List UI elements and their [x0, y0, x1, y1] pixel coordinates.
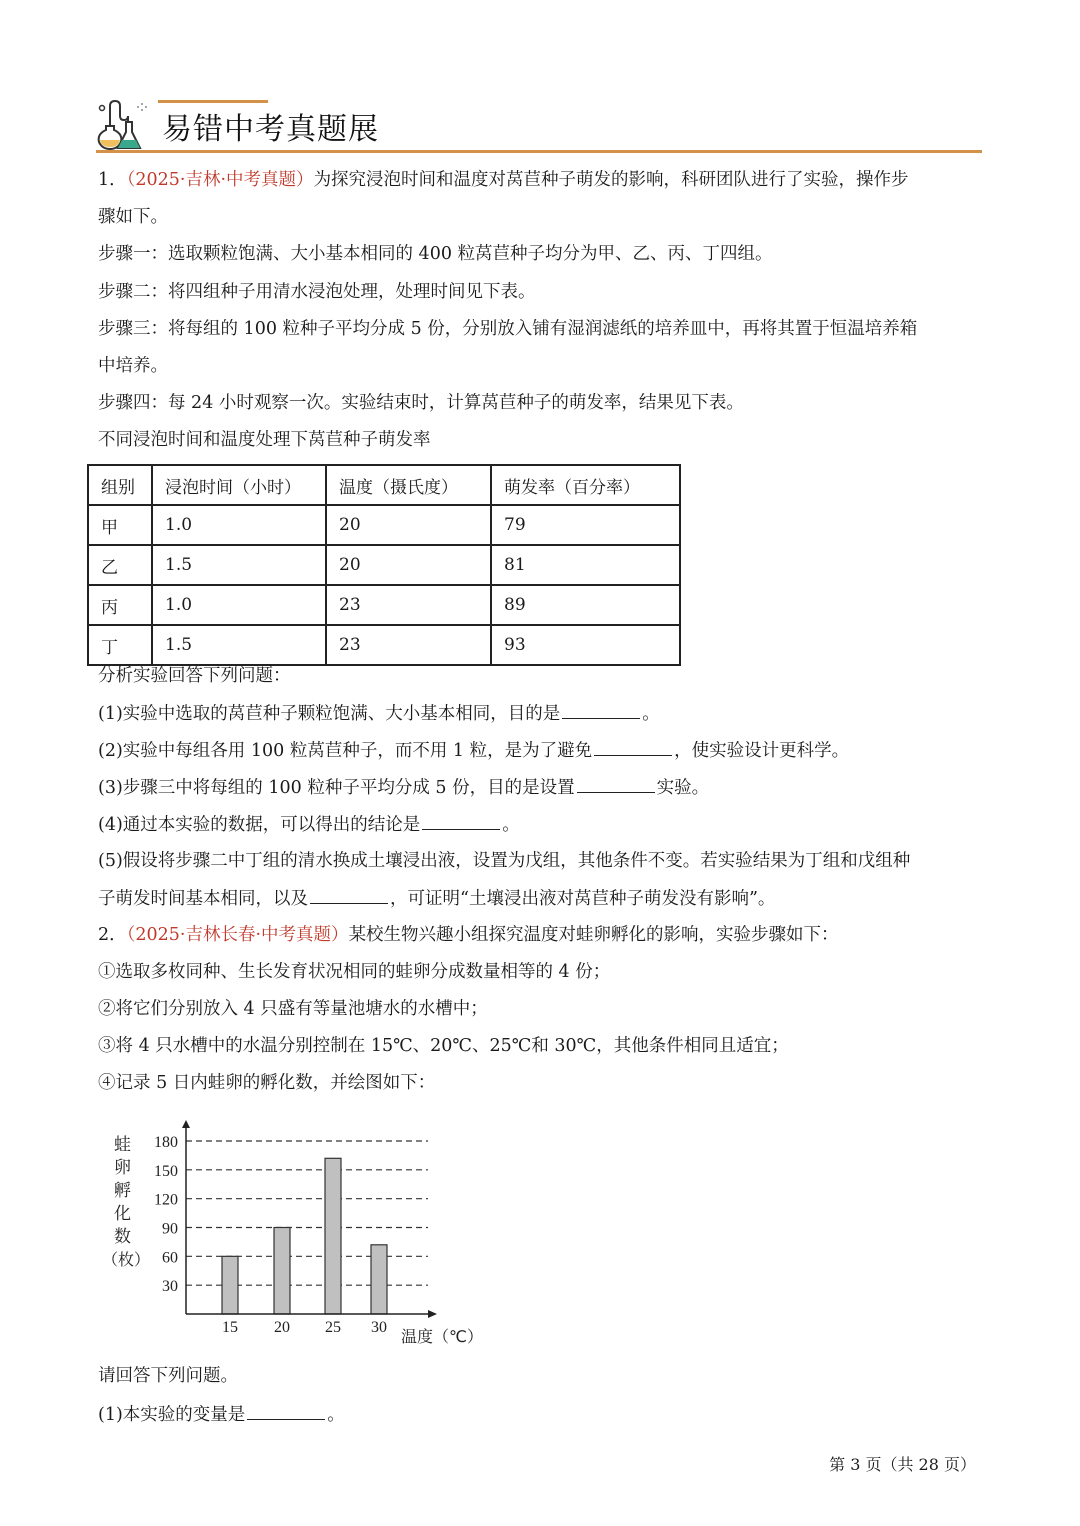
table-header-cell: 组别 [88, 465, 152, 505]
q2-step4: ④记录 5 日内蛙卵的孵化数，并绘图如下： [98, 1073, 436, 1093]
table-cell: 81 [491, 545, 680, 585]
q1-sub1-text: (1)实验中选取的莴苣种子颗粒饱满、大小基本相同，目的是 [98, 704, 561, 724]
q1-sub3-end: 实验。 [656, 778, 710, 798]
svg-text:卵: 卵 [114, 1158, 131, 1178]
svg-text:化: 化 [114, 1204, 131, 1224]
section-title: 易错中考真题展 [162, 112, 379, 147]
q1-source: （2025·吉林·中考真题） [126, 170, 314, 190]
bar-30 [371, 1245, 387, 1314]
table-row [88, 505, 680, 545]
svg-text:150: 150 [154, 1162, 178, 1180]
svg-text:180: 180 [154, 1134, 178, 1151]
q1-sub2 [98, 738, 849, 763]
q2-sub1 [98, 1402, 345, 1427]
table-row [88, 545, 680, 585]
q1-sub5-end: ，可证明“土壤浸出液对莴苣种子萌发没有影响”。 [390, 889, 776, 909]
svg-text:20: 20 [274, 1319, 290, 1336]
q1-sub4-text: (4)通过本实验的数据，可以得出的结论是 [98, 815, 421, 835]
table-cell: 丙 [88, 585, 152, 625]
table-row [88, 625, 680, 665]
q1-sub2-end: ，使实验设计更科学。 [674, 741, 850, 761]
table-header-row [88, 465, 680, 505]
table-cell: 89 [491, 585, 680, 625]
table-cell: 93 [491, 625, 680, 665]
chart-bars [222, 1158, 387, 1314]
table-cell: 甲 [88, 505, 152, 545]
section-header [96, 96, 982, 154]
q1-sub1 [98, 701, 660, 726]
table-cell: 20 [326, 505, 491, 545]
hatching-bar-chart [98, 1120, 498, 1350]
header-decoration-line [158, 100, 268, 103]
table-cell: 23 [326, 625, 491, 665]
svg-text:30: 30 [162, 1278, 178, 1296]
q1-intro-text: 为探究浸泡时间和温度对莴苣种子萌发的影响，科研团队进行了实验，操作步 [313, 170, 909, 190]
table-header-cell: 浸泡时间（小时） [152, 465, 326, 505]
svg-text:（枚）: （枚） [102, 1250, 151, 1269]
answer-blank[interactable] [310, 886, 388, 904]
q2-prompt: 请回答下列问题。 [98, 1366, 238, 1386]
q2-source: （2025·吉林长春·中考真题） [126, 925, 349, 945]
answer-blank[interactable] [562, 701, 640, 719]
q2-step3: ③将 4 只水槽中的水温分别控制在 15℃、20℃、25℃和 30℃，其他条件相同且适宜； [98, 1036, 789, 1056]
analysis-prompt: 分析实验回答下列问题： [98, 666, 291, 686]
svg-text:15: 15 [222, 1319, 238, 1336]
answer-blank[interactable] [247, 1402, 325, 1420]
table-header-cell: 萌发率（百分率） [491, 465, 680, 505]
svg-text:60: 60 [162, 1249, 178, 1267]
q2-intro-text: 某校生物兴趣小组探究温度对蛙卵孵化的影响，实验步骤如下： [348, 925, 839, 945]
q1-step3-line1: 步骤三：将每组的 100 粒种子平均分成 5 份，分别放入铺有湿润滤纸的培养皿中，再将其置于恒温培养箱 [98, 319, 918, 339]
q1-step1: 步骤一：选取颗粒饱满、大小基本相同的 400 粒莴苣种子均分为甲、乙、丙、丁四组。 [98, 244, 773, 264]
table-cell: 1.5 [152, 625, 326, 665]
table-cell: 乙 [88, 545, 152, 585]
q2-step2: ②将它们分别放入 4 只盛有等量池塘水的水槽中； [98, 999, 488, 1019]
q1-intro-line2: 骤如下。 [98, 207, 168, 227]
q1-sub2-text: (2)实验中每组各用 100 粒莴苣种子，而不用 1 粒，是为了避免 [98, 741, 593, 761]
answer-blank[interactable] [577, 775, 655, 793]
q1-number: 1． [98, 170, 127, 190]
q1-sub3 [98, 775, 709, 800]
y-tick-labels [154, 1134, 178, 1295]
bar-25 [325, 1158, 341, 1314]
x-tick-labels [222, 1319, 387, 1336]
q1-step4: 步骤四：每 24 小时观察一次。实验结束时，计算莴苣种子的萌发率，结果见下表。 [98, 393, 744, 413]
q2-step1: ①选取多枚同种、生长发育状况相同的蛙卵分成数量相等的 4 份； [98, 962, 611, 982]
svg-text:孵: 孵 [114, 1181, 131, 1201]
svg-text:120: 120 [154, 1191, 178, 1209]
header-underline [96, 150, 982, 153]
q2-sub1-end: 。 [327, 1405, 345, 1425]
page-number: 第 3 页（共 28 页） [829, 1455, 976, 1474]
q1-sub4-end: 。 [502, 815, 520, 835]
q1-step3-line2: 中培养。 [98, 356, 168, 376]
q1-intro-line1 [98, 168, 909, 192]
table-header-cell: 温度（摄氏度） [326, 465, 491, 505]
q1-sub3-text: (3)步骤三中将每组的 100 粒种子平均分成 5 份，目的是设置 [98, 778, 575, 798]
svg-text:蛙: 蛙 [114, 1135, 131, 1155]
bar-15 [222, 1256, 238, 1314]
svg-text:数: 数 [114, 1227, 131, 1247]
q1-sub1-end: 。 [642, 704, 660, 724]
q1-sub5-text: 子萌发时间基本相同，以及 [98, 889, 308, 909]
q1-sub5-line1: (5)假设将步骤二中丁组的清水换成土壤浸出液，设置为戊组，其他条件不变。若实验结果为丁组和戊组种 [98, 851, 911, 871]
q2-sub1-text: (1)本实验的变量是 [98, 1405, 246, 1425]
table-cell: 1.0 [152, 585, 326, 625]
table-row [88, 585, 680, 625]
table-cell: 丁 [88, 625, 152, 665]
y-axis-label [102, 1135, 150, 1269]
table-cell: 79 [491, 505, 680, 545]
q2-intro [98, 923, 839, 947]
answer-blank[interactable] [594, 738, 672, 756]
answer-blank[interactable] [422, 812, 500, 830]
q1-sub5-line2 [98, 886, 775, 911]
bar-20 [274, 1228, 290, 1315]
x-axis-arrow-icon [428, 1310, 437, 1318]
germination-table [87, 464, 681, 666]
table-cell: 23 [326, 585, 491, 625]
y-axis-arrow-icon [182, 1120, 190, 1128]
svg-text:30: 30 [371, 1319, 387, 1336]
table-cell: 1.5 [152, 545, 326, 585]
q2-number: 2． [98, 925, 127, 945]
q1-step2: 步骤二：将四组种子用清水浸泡处理，处理时间见下表。 [98, 282, 536, 302]
table-caption: 不同浸泡时间和温度处理下莴苣种子萌发率 [98, 430, 431, 450]
table-cell: 1.0 [152, 505, 326, 545]
svg-text:90: 90 [162, 1220, 178, 1238]
svg-text:25: 25 [325, 1319, 341, 1336]
q1-sub4 [98, 812, 520, 837]
table-cell: 20 [326, 545, 491, 585]
x-axis-label: 温度（℃） [401, 1327, 483, 1346]
flask-icon [96, 98, 156, 150]
